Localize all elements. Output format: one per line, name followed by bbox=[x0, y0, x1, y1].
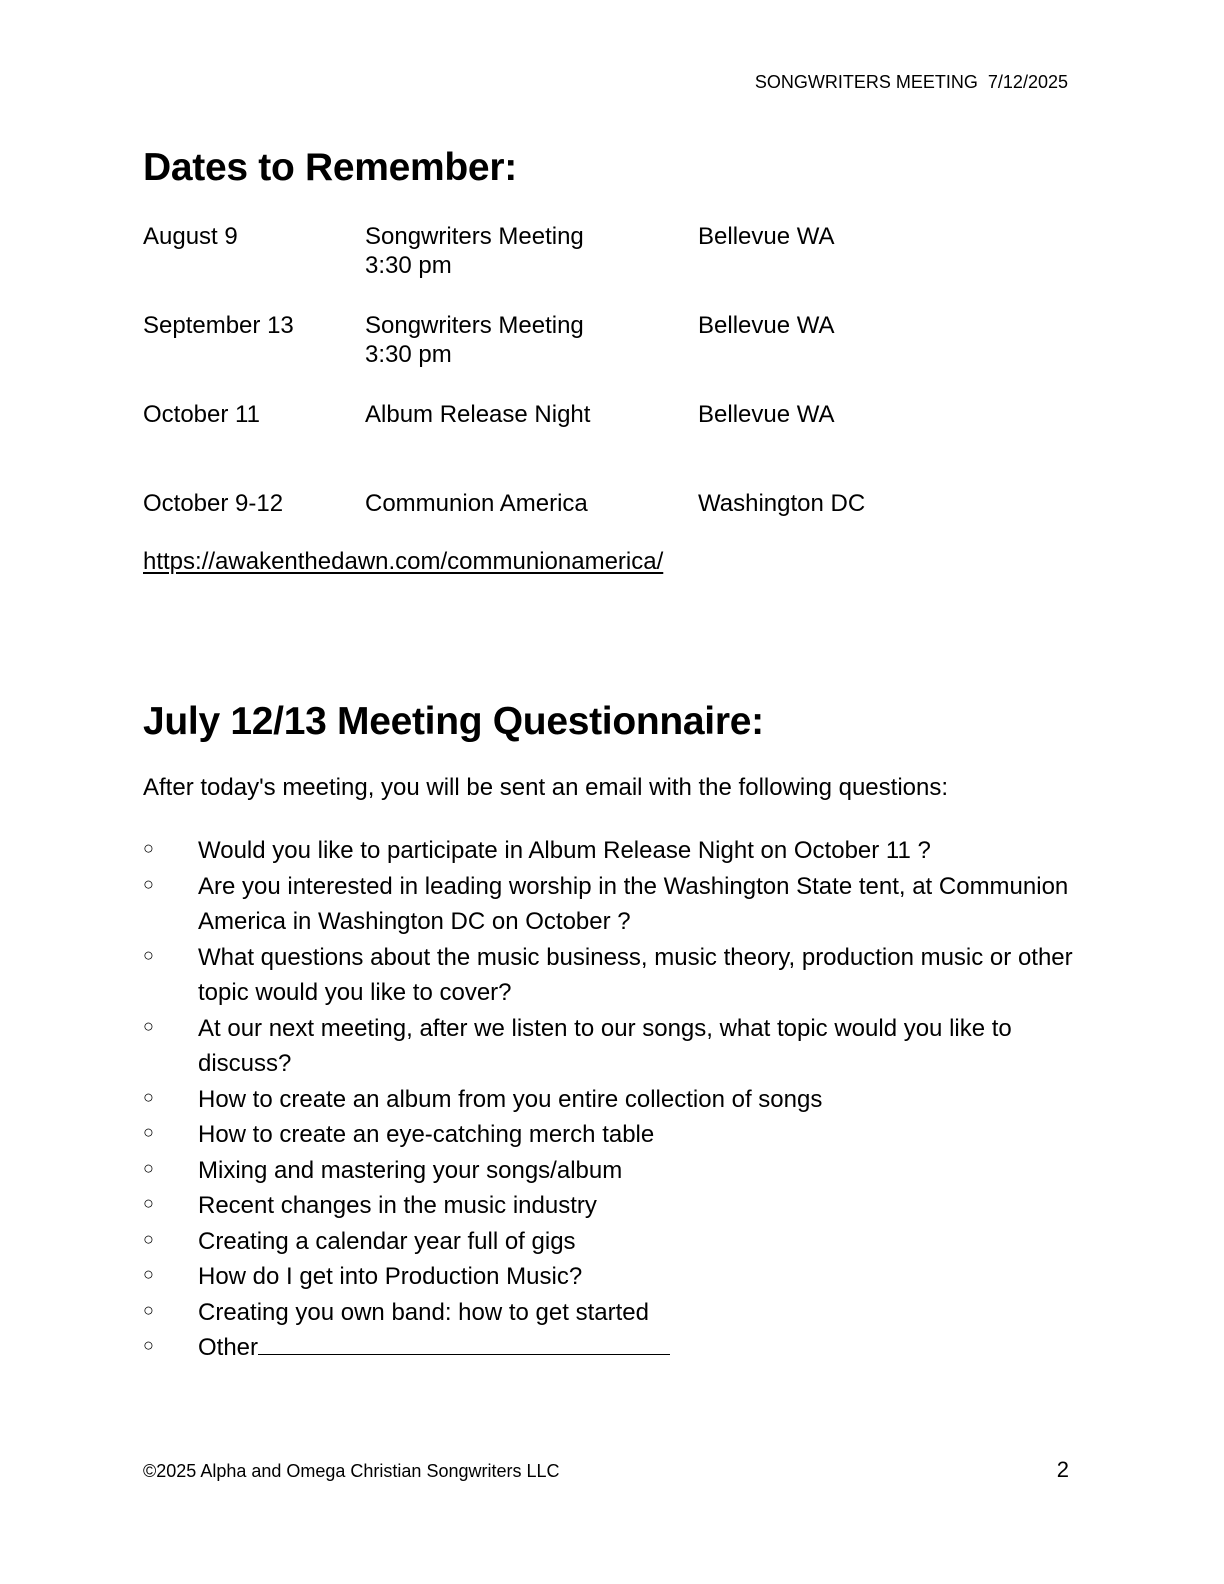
circle-bullet-icon: ○ bbox=[143, 1335, 154, 1355]
event-time: 3:30 pm bbox=[365, 252, 452, 279]
list-item: ○ How to create an eye-catching merch table bbox=[143, 1117, 1073, 1153]
other-blank-line bbox=[258, 1332, 670, 1355]
circle-bullet-icon: ○ bbox=[143, 1157, 154, 1178]
list-item: ○ Other bbox=[143, 1330, 1073, 1366]
event-date: October 11 bbox=[143, 401, 260, 428]
event-name: Album Release Night bbox=[365, 401, 591, 428]
list-item: ○ At our next meeting, after we listen to our songs, what topic would you like to discuss? bbox=[143, 1011, 1073, 1082]
dates-heading: Dates to Remember: bbox=[143, 146, 517, 189]
list-item: ○ How do I get into Production Music? bbox=[143, 1259, 1073, 1295]
event-location: Bellevue WA bbox=[698, 312, 835, 339]
circle-bullet-icon: ○ bbox=[143, 1015, 154, 1036]
event-location: Bellevue WA bbox=[698, 223, 835, 250]
list-item: ○ Are you interested in leading worship in the Washington State tent, at Communion America in Washington DC on October ? bbox=[143, 869, 1073, 940]
list-item: ○ Would you like to participate in Album Release Night on October 11 ? bbox=[143, 833, 1073, 869]
event-location: Bellevue WA bbox=[698, 401, 835, 428]
circle-bullet-icon: ○ bbox=[143, 1122, 154, 1142]
circle-bullet-icon: ○ bbox=[143, 873, 154, 894]
circle-bullet-icon: ○ bbox=[143, 1264, 154, 1284]
event-time: 3:30 pm bbox=[365, 341, 452, 368]
questionnaire-heading: July 12/13 Meeting Questionnaire: bbox=[143, 700, 764, 743]
event-location: Washington DC bbox=[698, 490, 866, 517]
event-name: Songwriters Meeting 3:30 pm bbox=[365, 223, 584, 279]
event-date: September 13 bbox=[143, 312, 294, 339]
circle-bullet-icon: ○ bbox=[143, 838, 154, 858]
event-date: October 9-12 bbox=[143, 490, 284, 517]
list-item: ○ Creating you own band: how to get started bbox=[143, 1295, 1073, 1331]
communion-america-link[interactable]: https://awakenthedawn.com/communionamerica/ bbox=[143, 548, 664, 575]
list-item: ○ Mixing and mastering your songs/album bbox=[143, 1153, 1073, 1189]
questionnaire-intro: After today's meeting, you will be sent an email with the following questions: bbox=[143, 774, 949, 801]
circle-bullet-icon: ○ bbox=[143, 1299, 154, 1320]
circle-bullet-icon: ○ bbox=[143, 944, 154, 965]
circle-bullet-icon: ○ bbox=[143, 1193, 154, 1213]
event-name: Communion America bbox=[365, 490, 588, 517]
page-number: 2 bbox=[1056, 1457, 1069, 1482]
footer-copyright: ©2025 Alpha and Omega Christian Songwriters LLC bbox=[143, 1461, 560, 1481]
list-item: ○ Creating a calendar year full of gigs bbox=[143, 1224, 1073, 1260]
list-item: ○ Recent changes in the music industry bbox=[143, 1188, 1073, 1224]
circle-bullet-icon: ○ bbox=[143, 1228, 154, 1249]
page-header: SONGWRITERS MEETING 7/12/2025 bbox=[754, 72, 1068, 92]
list-item: ○ How to create an album from you entire collection of songs bbox=[143, 1082, 1073, 1118]
event-date: August 9 bbox=[143, 223, 238, 250]
circle-bullet-icon: ○ bbox=[143, 1086, 154, 1107]
questionnaire-list bbox=[143, 833, 1073, 1366]
event-name: Songwriters Meeting 3:30 pm bbox=[365, 312, 584, 368]
list-item: ○ What questions about the music business, music theory, production music or other topic would you like to cover? bbox=[143, 940, 1073, 1011]
